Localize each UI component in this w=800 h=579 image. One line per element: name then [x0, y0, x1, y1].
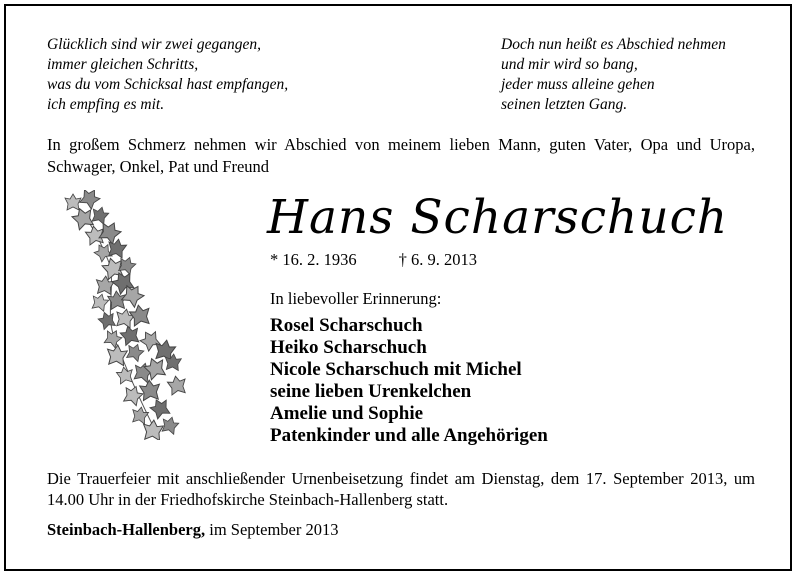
ivy-leaf	[115, 308, 136, 329]
poem-line: jeder muss alleine gehen	[501, 76, 655, 93]
poem-line: immer gleichen Schritts,	[47, 56, 199, 73]
mourner: Nicole Scharschuch mit Michel	[270, 359, 522, 380]
ivy-leaf	[90, 292, 110, 312]
ivy-leaf	[148, 396, 172, 420]
ivy-leaf	[116, 366, 135, 385]
mourner: Patenkinder und alle Angehörigen	[270, 425, 548, 446]
mourners-list	[270, 315, 548, 447]
mourner: Heiko Scharschuch	[270, 337, 427, 358]
poem-right	[501, 35, 726, 115]
poem-line: und mir wird so bang,	[501, 56, 638, 73]
death-date: † 6. 9. 2013	[398, 250, 477, 269]
ivy-leaf	[90, 205, 110, 225]
ivy-leaf	[142, 419, 163, 440]
ivy-leaf	[129, 304, 152, 327]
ivy-leaf	[131, 406, 150, 425]
ivy-leaf	[167, 375, 188, 396]
poem-line: seinen letzten Gang.	[501, 96, 628, 113]
ivy-leaf	[102, 327, 123, 348]
place-date: im September 2013	[205, 520, 339, 539]
life-dates	[270, 250, 477, 270]
memory-label: In liebevoller Erinnerung:	[270, 289, 442, 308]
ivy-leaf	[139, 379, 160, 400]
poem-line: ich empfing es mit.	[47, 96, 165, 113]
poem-line: Doch nun heißt es Abschied nehmen	[501, 36, 726, 53]
intro-text: In großem Schmerz nehmen wir Abschied von meinem lieben Mann, guten Vater, Opa und Uropa, Schwager, Onkel, Pat und Freund	[47, 135, 755, 176]
ivy-leaves-decoration	[55, 190, 195, 440]
mourner: Rosel Scharschuch	[270, 315, 423, 336]
ivy-leaf	[160, 415, 180, 435]
birth-date: * 16. 2. 1936	[270, 250, 357, 269]
ivy-leaf	[97, 310, 118, 331]
mourner: seine lieben Urenkelchen	[270, 381, 472, 402]
place-name: Steinbach-Hallenberg,	[47, 520, 206, 539]
ivy-leaf	[125, 342, 146, 363]
poem-line: Glücklich sind wir zwei gegangen,	[47, 36, 261, 53]
deceased-name: Hans Scharschuch	[267, 190, 729, 245]
mourner: Amelie und Sophie	[270, 403, 424, 424]
ivy-leaf	[78, 190, 102, 210]
ceremony-text: Die Trauerfeier mit anschließender Urnenbeisetzung findet am Dienstag, dem 17. September 2013, um 14.00 Uhr in der Friedhofskirche Steinbach-Hallenberg statt.	[47, 469, 755, 509]
poem-line: was du vom Schicksal hast empfangen,	[47, 76, 289, 93]
ivy-leaf	[65, 194, 81, 210]
place-date-line	[47, 520, 339, 540]
poem-left	[47, 35, 288, 115]
